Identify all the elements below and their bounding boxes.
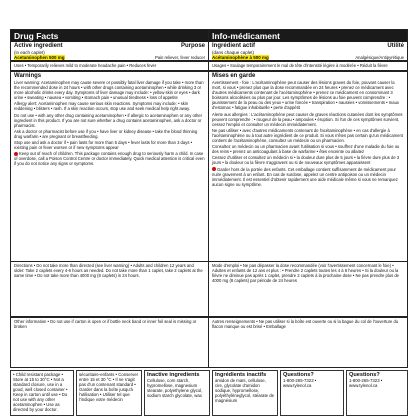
autres-renseignements-section xyxy=(209,318,407,369)
other-info-text: Other information • Do not use if carton is open or if bottle neck band or inner foil seal is missing or broken xyxy=(14,319,197,330)
usages-section xyxy=(209,62,407,72)
inactive-box-en xyxy=(144,370,210,416)
inactive-text-fr: amidon de maïs, cellulose, cire, glycolate d'amidon sodique, hypromellose, polyéthylèneglycol, stéarate de magnésium xyxy=(215,378,275,404)
ingredient-actif-sub: (dans chaque caplet) xyxy=(212,50,255,55)
active-ingredient-section xyxy=(11,42,208,62)
allergy-alert: Allergy alert: Acetaminophen may cause serious skin reactions. Symptoms may include: • skin reddening • blisters • rash. If a skin reaction occurs, stop use and seek medical help right away. xyxy=(14,101,191,112)
garder-hors-portee: Garder hors de la portée des enfants. Cet emballage contient suffisamment de médicament pour nuire gravement à un enfant. En cas de surdose, appelez un centre antipoison ou un médecin immédiatement. Il est essentiel d'obtenir rapidement une aide médicale même si vous ne remarquez aucun signe ou symptôme. xyxy=(212,166,398,187)
ingredient-actif-heading: Ingrédient actif xyxy=(212,43,256,49)
mises-en-garde-section xyxy=(209,72,407,262)
do-not-use: Do not use • with any other drug containing acetaminophen • if allergic to acetaminophen or any other ingredient in this product. If you are not sure whether a drug contains acetaminophen, ask a doctor or pharmacist. xyxy=(14,112,202,128)
questions-text-fr: 1-800-265-7323 • www.tylenol.ca xyxy=(349,378,383,389)
avertissement-foie: Avertissement - foie : L'acétaminophène peut causer des lésions graves du foie, pouvant causer la mort, si vous • prenez plus que la dose recommandée en 24 heures • prenez ce médicament avec d'autres médicaments contenant de l'acétaminophène • prenez ce médicament en consommant 3 boissons alcoolisées ou plus par jour. Les symptômes de lésions au foie peuvent comprendre : • jaunissement de la peau ou des yeux • urine foncée • transpiration • nausées • vomissements • maux d'estomac • fatigue inhabituelle • perte d'appétit xyxy=(212,80,400,111)
questions-text-en: 1-800-265-7323 • www.tylenol.ca xyxy=(283,378,317,389)
liver-warning: Liver warning: Acetaminophen may cause severe or possibly fatal liver damage if you take • more than the recommended dose in 24 hours • with other drugs containing acetaminophen • while drinking 3 or more alcoholic drinks every day. Symptoms of liver damage may include: • yellow skin or eyes • dark urine • sweating • nausea • vomiting • stomach pain • unusual tiredness • loss of appetite xyxy=(14,80,204,101)
stop-use: Stop use and ask a doctor if • pain lasts for more than 5 days • fever lasts for more than 3 days • existing pain or fever worsen or if new symptoms appear xyxy=(14,140,193,151)
info-medicament-header: Info-médicament xyxy=(209,30,407,42)
cessez-utiliser: Cessez d'utiliser et consultez un médecin si • la douleur dure plus de 5 jours • la fièvre dure plus de 3 jours • la douleur ou la fièvre s'aggravent ou si de nouveaux symptômes apparaissent xyxy=(212,155,400,166)
questions-box-fr xyxy=(346,370,408,416)
english-column xyxy=(11,30,209,367)
alerte-allergies: Alerte aux allergies : L'acétaminophène peut causer de graves réactions cutanées dont les symptômes peuvent comprendre : • rougeur de la peau • ampoules • éruption. Si l'un de ces symptômes survient, cessez l'emploi et consulter un médecin immédiatement. xyxy=(212,111,403,127)
active-ingredient-sub: (in each caplet) xyxy=(14,50,45,55)
drug-facts-header: Drug Facts xyxy=(11,30,208,42)
storage-box-fr xyxy=(76,370,142,416)
questions-heading-fr: Questions? xyxy=(349,372,380,378)
ingredient-actif-value: Acétaminophène à 500 mg xyxy=(212,55,269,61)
keep-out-warning: Keep out of reach of children. This package contains enough drug to seriously harm a child. In case of overdose, call a Poison Control Centre or doctor immediately. Quick medical attention is critical even if you do not notice any signs or symptoms. xyxy=(14,151,205,167)
mode-emploi-text: Mode d'emploi • Ne pas dépasser la dose recommandée (voir l'avertissement concernant le foie) • Adultes et enfants de 12 ans et plus : • Prendre 2 caplets toutes les 4 à 6 heures • Si la douleur ou la fièvre ne diminue pas après 1 caplet, prendre 2 caplets à la prochaine dose • Ne pas prendre plus de 4000 mg (8 caplets) par période de 24 heures xyxy=(212,263,399,284)
active-ingredient-value: Acetaminophen 500 mg xyxy=(14,55,65,61)
consultez-medecin: Consultez un médecin ou un pharmacien avant l'utilisation si vous • souffrez d'une maladie du foie ou des reins • prenez un anticoagulant à base de warfarine • êtes enceinte ou allaitez xyxy=(212,144,400,155)
active-ingredient-heading: Active ingredient xyxy=(14,43,63,49)
inactive-heading-en: Inactive ingredients xyxy=(147,372,200,378)
active-ingredient-purpose: Pain reliever, fever reducer xyxy=(154,55,205,61)
inactive-text-en: Cellulose, corn starch, hypromellose, magnesium stearate, polyethylene glycol, sodium starch glycolate, wax xyxy=(147,378,203,399)
ne-pas-utiliser: Ne pas utiliser • avec d'autres médicaments contenant de l'acétaminophène • en cas d'allergie à l'acétaminophène ou à tout autre ingrédient de ce produit. Si vous n'êtes pas certain qu'un médicament contient de l'acétaminophène, consultez un médecin ou un pharmacien. xyxy=(212,127,403,144)
inactive-box-fr xyxy=(212,370,278,416)
ask-doctor: Ask a doctor or pharmacist before use if you • have liver or kidney disease • take the blood thinning drug warfarin • are pregnant or breastfeeding. xyxy=(14,128,198,139)
storage-box-en xyxy=(10,370,74,416)
bottom-info-area xyxy=(10,370,408,416)
storage-text-fr: sécuritaire-enfants • Conserver entre 15 et 30 °C • Il ne s'agit pas d'un contenant standard • Garder dans la boîte jusqu'à l'utilisation • Utiliser tel que l'indique votre médecin xyxy=(79,372,139,402)
french-column xyxy=(209,30,407,367)
mode-emploi-section xyxy=(209,262,407,318)
drug-facts-label xyxy=(10,29,408,368)
ingredient-actif-section xyxy=(209,42,407,62)
uses-section xyxy=(11,62,208,72)
usages-text: Usages • Soulage temporairement le mal de tête d'intensité légère à modérée • Réduit la fièvre xyxy=(212,63,388,68)
mises-en-garde-heading: Mises en garde xyxy=(212,73,256,79)
utilite-heading: Utilité xyxy=(387,43,404,49)
warnings-heading: Warnings xyxy=(14,73,42,79)
autres-renseignements-text: Autres renseignements • Ne pas utiliser si la boîte est ouverte ou si la bague du col de l'ouverture du flacon manque ou est brisé • Emballage xyxy=(212,319,399,330)
warnings-section xyxy=(11,72,208,262)
inactive-heading-fr: Ingrédients inactifs xyxy=(215,372,267,378)
questions-box-en xyxy=(280,370,344,416)
directions-section xyxy=(11,262,208,318)
questions-heading-en: Questions? xyxy=(283,372,314,378)
other-info-section xyxy=(11,318,208,369)
purpose-heading: Purpose xyxy=(180,43,205,49)
directions-text: Directions • Do not take more than directed (see liver warning) • Adults and children 12 years and older: Take 2 caplets every 4-6 hours as needed. Do not take more than 1 caplet, take 2 caplets at the same time • Do not take more than 4000 mg (8 caplets) in 24 hours. xyxy=(14,263,203,279)
uses-text: Uses • Temporarily relieves mild to moderate headache pain • Reduces fever xyxy=(14,63,157,68)
storage-text-en: • Child resistant package • Store at 15 to 30°C • Not a standard closure, use in a good, well closed container • Keep in carton until use • Do not use with any other acetaminophen • Use as directed by your doctor. xyxy=(13,372,68,412)
ingredient-actif-purpose: Analgésique/Antipyrétique xyxy=(355,55,404,61)
